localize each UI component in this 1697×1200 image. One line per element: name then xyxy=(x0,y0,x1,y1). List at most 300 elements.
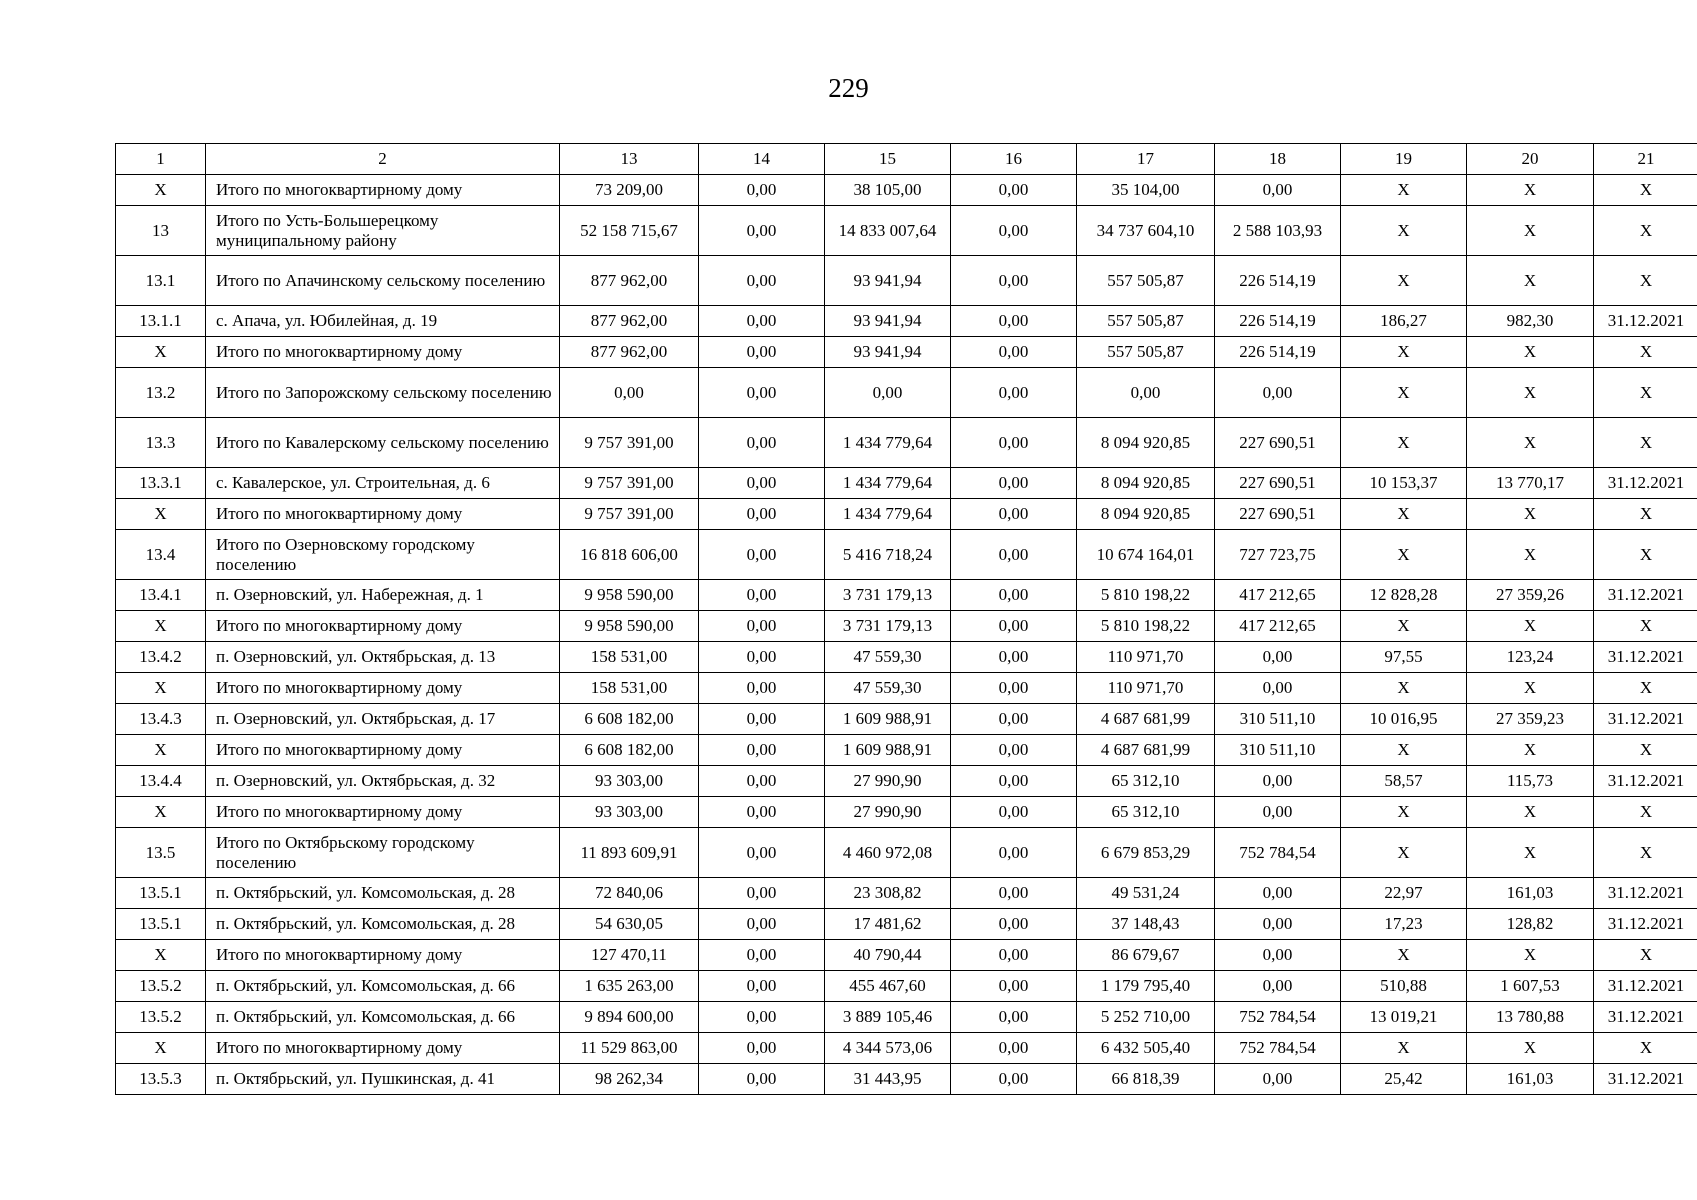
table-cell-col-8: 13 019,21 xyxy=(1341,1002,1467,1033)
table-cell-col-10: Х xyxy=(1594,499,1697,530)
table-cell-col-8: 22,97 xyxy=(1341,878,1467,909)
table-row xyxy=(116,971,1697,1002)
table-cell-col-8: Х xyxy=(1341,337,1467,368)
table-cell-col-0: 13.1.1 xyxy=(116,306,206,337)
table-cell-col-8: 58,57 xyxy=(1341,766,1467,797)
table-cell-col-1: Итого по многоквартирному дому xyxy=(206,673,560,704)
table-cell-col-2: 93 303,00 xyxy=(560,766,699,797)
table-cell-col-4: 14 833 007,64 xyxy=(825,206,951,256)
table-cell-col-8: Х xyxy=(1341,206,1467,256)
table-cell-col-1: п. Октябрьский, ул. Комсомольская, д. 28 xyxy=(206,878,560,909)
table-row xyxy=(116,306,1697,337)
table-cell-col-9: Х xyxy=(1467,418,1594,468)
table-cell-col-3: 0,00 xyxy=(699,766,825,797)
table-cell-col-2: 52 158 715,67 xyxy=(560,206,699,256)
table-cell-col-10: 31.12.2021 xyxy=(1594,971,1697,1002)
table-cell-col-9: 123,24 xyxy=(1467,642,1594,673)
table-cell-col-6: 8 094 920,85 xyxy=(1077,468,1215,499)
table-cell-col-2: 9 958 590,00 xyxy=(560,580,699,611)
table-cell-col-6: 65 312,10 xyxy=(1077,766,1215,797)
table-row xyxy=(116,940,1697,971)
table-cell-col-9: 13 780,88 xyxy=(1467,1002,1594,1033)
column-header-0: 1 xyxy=(116,144,206,175)
table-cell-col-3: 0,00 xyxy=(699,940,825,971)
table-cell-col-4: 1 609 988,91 xyxy=(825,735,951,766)
table-cell-col-9: Х xyxy=(1467,940,1594,971)
table-cell-col-10: Х xyxy=(1594,1033,1697,1064)
table-cell-col-6: 557 505,87 xyxy=(1077,256,1215,306)
table-cell-col-6: 5 810 198,22 xyxy=(1077,611,1215,642)
table-cell-col-5: 0,00 xyxy=(951,704,1077,735)
table-cell-col-7: 752 784,54 xyxy=(1215,828,1341,878)
table-cell-col-2: 6 608 182,00 xyxy=(560,735,699,766)
table-cell-col-10: Х xyxy=(1594,418,1697,468)
column-header-2: 13 xyxy=(560,144,699,175)
table-cell-col-0: 13.4.1 xyxy=(116,580,206,611)
table-cell-col-0: 13.5.2 xyxy=(116,971,206,1002)
table-body xyxy=(116,144,1697,1095)
table-cell-col-5: 0,00 xyxy=(951,673,1077,704)
table-cell-col-9: Х xyxy=(1467,175,1594,206)
table-cell-col-8: Х xyxy=(1341,673,1467,704)
table-cell-col-2: 0,00 xyxy=(560,368,699,418)
table-cell-col-10: Х xyxy=(1594,797,1697,828)
table-cell-col-10: 31.12.2021 xyxy=(1594,1002,1697,1033)
table-cell-col-6: 6 679 853,29 xyxy=(1077,828,1215,878)
table-cell-col-10: Х xyxy=(1594,337,1697,368)
table-cell-col-4: 0,00 xyxy=(825,368,951,418)
table-cell-col-4: 1 609 988,91 xyxy=(825,704,951,735)
table-row xyxy=(116,368,1697,418)
table-row xyxy=(116,909,1697,940)
table-cell-col-1: п. Октябрьский, ул. Комсомольская, д. 28 xyxy=(206,909,560,940)
table-cell-col-7: 0,00 xyxy=(1215,175,1341,206)
table-cell-col-1: Итого по многоквартирному дому xyxy=(206,735,560,766)
table-cell-col-9: Х xyxy=(1467,337,1594,368)
table-cell-col-2: 127 470,11 xyxy=(560,940,699,971)
table-cell-col-5: 0,00 xyxy=(951,530,1077,580)
table-cell-col-9: Х xyxy=(1467,797,1594,828)
table-cell-col-0: 13.5.1 xyxy=(116,878,206,909)
table-cell-col-9: 1 607,53 xyxy=(1467,971,1594,1002)
table-cell-col-10: 31.12.2021 xyxy=(1594,766,1697,797)
table-row xyxy=(116,530,1697,580)
table-cell-col-3: 0,00 xyxy=(699,1033,825,1064)
table-cell-col-6: 34 737 604,10 xyxy=(1077,206,1215,256)
table-cell-col-7: 0,00 xyxy=(1215,878,1341,909)
table-cell-col-7: 227 690,51 xyxy=(1215,418,1341,468)
table-cell-col-7: 226 514,19 xyxy=(1215,306,1341,337)
table-cell-col-6: 557 505,87 xyxy=(1077,337,1215,368)
table-cell-col-1: Итого по Кавалерскому сельскому поселению xyxy=(206,418,560,468)
table-cell-col-7: 0,00 xyxy=(1215,368,1341,418)
table-cell-col-2: 9 894 600,00 xyxy=(560,1002,699,1033)
table-cell-col-8: Х xyxy=(1341,1033,1467,1064)
table-row xyxy=(116,673,1697,704)
table-cell-col-0: 13.4.4 xyxy=(116,766,206,797)
table-cell-col-0: 13.5.3 xyxy=(116,1064,206,1095)
table-cell-col-1: п. Октябрьский, ул. Пушкинская, д. 41 xyxy=(206,1064,560,1095)
table-cell-col-7: 0,00 xyxy=(1215,1064,1341,1095)
table-cell-col-4: 27 990,90 xyxy=(825,797,951,828)
table-row xyxy=(116,468,1697,499)
table-cell-col-3: 0,00 xyxy=(699,175,825,206)
column-header-6: 17 xyxy=(1077,144,1215,175)
table-cell-col-5: 0,00 xyxy=(951,940,1077,971)
table-cell-col-8: 510,88 xyxy=(1341,971,1467,1002)
table-cell-col-9: 161,03 xyxy=(1467,878,1594,909)
table-cell-col-0: 13.4 xyxy=(116,530,206,580)
table-cell-col-5: 0,00 xyxy=(951,499,1077,530)
column-header-4: 15 xyxy=(825,144,951,175)
table-cell-col-5: 0,00 xyxy=(951,971,1077,1002)
table-cell-col-6: 6 432 505,40 xyxy=(1077,1033,1215,1064)
table-cell-col-9: Х xyxy=(1467,530,1594,580)
table-cell-col-5: 0,00 xyxy=(951,766,1077,797)
table-row xyxy=(116,766,1697,797)
table-cell-col-10: Х xyxy=(1594,828,1697,878)
table-cell-col-3: 0,00 xyxy=(699,611,825,642)
table-cell-col-0: Х xyxy=(116,735,206,766)
table-cell-col-4: 4 460 972,08 xyxy=(825,828,951,878)
table-row xyxy=(116,642,1697,673)
table-cell-col-1: с. Кавалерское, ул. Строительная, д. 6 xyxy=(206,468,560,499)
table-cell-col-1: п. Озерновский, ул. Октябрьская, д. 32 xyxy=(206,766,560,797)
table-cell-col-1: Итого по Апачинскому сельскому поселению xyxy=(206,256,560,306)
table-row xyxy=(116,1064,1697,1095)
table-cell-col-3: 0,00 xyxy=(699,797,825,828)
table-cell-col-0: Х xyxy=(116,940,206,971)
table-cell-col-9: 128,82 xyxy=(1467,909,1594,940)
table-cell-col-10: 31.12.2021 xyxy=(1594,878,1697,909)
table-cell-col-4: 1 434 779,64 xyxy=(825,468,951,499)
table-cell-col-6: 10 674 164,01 xyxy=(1077,530,1215,580)
table-row xyxy=(116,797,1697,828)
column-header-10: 21 xyxy=(1594,144,1697,175)
table-cell-col-0: 13.3 xyxy=(116,418,206,468)
table-cell-col-0: Х xyxy=(116,673,206,704)
table-cell-col-0: 13.5.2 xyxy=(116,1002,206,1033)
table-cell-col-7: 226 514,19 xyxy=(1215,256,1341,306)
table-cell-col-4: 47 559,30 xyxy=(825,642,951,673)
table-cell-col-8: Х xyxy=(1341,175,1467,206)
table-cell-col-3: 0,00 xyxy=(699,909,825,940)
table-cell-col-1: Итого по многоквартирному дому xyxy=(206,175,560,206)
table-cell-col-9: Х xyxy=(1467,611,1594,642)
table-cell-col-7: 0,00 xyxy=(1215,797,1341,828)
table-cell-col-8: Х xyxy=(1341,368,1467,418)
table-cell-col-10: 31.12.2021 xyxy=(1594,909,1697,940)
table-cell-col-8: 97,55 xyxy=(1341,642,1467,673)
table-row xyxy=(116,337,1697,368)
table-header-row xyxy=(116,144,1697,175)
table-cell-col-4: 3 731 179,13 xyxy=(825,580,951,611)
table-cell-col-7: 0,00 xyxy=(1215,642,1341,673)
table-cell-col-2: 877 962,00 xyxy=(560,337,699,368)
table-cell-col-2: 158 531,00 xyxy=(560,642,699,673)
table-cell-col-7: 310 511,10 xyxy=(1215,735,1341,766)
table-cell-col-7: 226 514,19 xyxy=(1215,337,1341,368)
table-cell-col-2: 54 630,05 xyxy=(560,909,699,940)
table-cell-col-0: 13.4.3 xyxy=(116,704,206,735)
table-cell-col-8: 186,27 xyxy=(1341,306,1467,337)
table-row xyxy=(116,878,1697,909)
table-cell-col-3: 0,00 xyxy=(699,971,825,1002)
table-cell-col-5: 0,00 xyxy=(951,735,1077,766)
table-cell-col-10: 31.12.2021 xyxy=(1594,642,1697,673)
table-cell-col-4: 3 889 105,46 xyxy=(825,1002,951,1033)
table-cell-col-1: Итого по Октябрьскому городскому поселению xyxy=(206,828,560,878)
table-cell-col-5: 0,00 xyxy=(951,797,1077,828)
table-cell-col-9: 115,73 xyxy=(1467,766,1594,797)
table-row xyxy=(116,828,1697,878)
table-cell-col-8: 25,42 xyxy=(1341,1064,1467,1095)
table-cell-col-0: Х xyxy=(116,1033,206,1064)
table-cell-col-3: 0,00 xyxy=(699,735,825,766)
table-cell-col-9: 161,03 xyxy=(1467,1064,1594,1095)
table-cell-col-5: 0,00 xyxy=(951,1002,1077,1033)
table-cell-col-9: 982,30 xyxy=(1467,306,1594,337)
column-header-7: 18 xyxy=(1215,144,1341,175)
table-row xyxy=(116,735,1697,766)
table-cell-col-3: 0,00 xyxy=(699,1002,825,1033)
table-cell-col-1: Итого по многоквартирному дому xyxy=(206,940,560,971)
table-cell-col-3: 0,00 xyxy=(699,468,825,499)
table-cell-col-6: 8 094 920,85 xyxy=(1077,418,1215,468)
table-cell-col-4: 1 434 779,64 xyxy=(825,418,951,468)
table-cell-col-3: 0,00 xyxy=(699,337,825,368)
column-header-8: 19 xyxy=(1341,144,1467,175)
table-cell-col-5: 0,00 xyxy=(951,418,1077,468)
table-row xyxy=(116,580,1697,611)
table-cell-col-3: 0,00 xyxy=(699,499,825,530)
table-cell-col-2: 11 529 863,00 xyxy=(560,1033,699,1064)
table-cell-col-7: 310 511,10 xyxy=(1215,704,1341,735)
table-cell-col-1: Итого по многоквартирному дому xyxy=(206,337,560,368)
table-cell-col-1: Итого по Запорожскому сельскому поселению xyxy=(206,368,560,418)
table-cell-col-8: 17,23 xyxy=(1341,909,1467,940)
table-cell-col-9: Х xyxy=(1467,673,1594,704)
table-cell-col-8: Х xyxy=(1341,256,1467,306)
table-cell-col-0: Х xyxy=(116,175,206,206)
table-cell-col-3: 0,00 xyxy=(699,580,825,611)
table-cell-col-4: 27 990,90 xyxy=(825,766,951,797)
table-cell-col-8: Х xyxy=(1341,530,1467,580)
table-cell-col-8: Х xyxy=(1341,735,1467,766)
table-cell-col-6: 8 094 920,85 xyxy=(1077,499,1215,530)
table-row xyxy=(116,206,1697,256)
table-row xyxy=(116,704,1697,735)
table-cell-col-6: 1 179 795,40 xyxy=(1077,971,1215,1002)
table-cell-col-5: 0,00 xyxy=(951,828,1077,878)
table-cell-col-3: 0,00 xyxy=(699,206,825,256)
table-cell-col-2: 98 262,34 xyxy=(560,1064,699,1095)
page-number: 229 xyxy=(828,73,869,103)
table-cell-col-1: п. Октябрьский, ул. Комсомольская, д. 66 xyxy=(206,971,560,1002)
table-cell-col-0: 13 xyxy=(116,206,206,256)
table-cell-col-9: 27 359,23 xyxy=(1467,704,1594,735)
table-cell-col-8: Х xyxy=(1341,611,1467,642)
table-cell-col-2: 16 818 606,00 xyxy=(560,530,699,580)
table-cell-col-6: 0,00 xyxy=(1077,368,1215,418)
table-cell-col-5: 0,00 xyxy=(951,580,1077,611)
table-cell-col-4: 38 105,00 xyxy=(825,175,951,206)
table-cell-col-10: 31.12.2021 xyxy=(1594,1064,1697,1095)
table-cell-col-4: 455 467,60 xyxy=(825,971,951,1002)
table-cell-col-1: Итого по многоквартирному дому xyxy=(206,611,560,642)
table-cell-col-1: п. Октябрьский, ул. Комсомольская, д. 66 xyxy=(206,1002,560,1033)
table-cell-col-6: 37 148,43 xyxy=(1077,909,1215,940)
table-cell-col-10: 31.12.2021 xyxy=(1594,306,1697,337)
table-cell-col-7: 417 212,65 xyxy=(1215,611,1341,642)
table-cell-col-2: 93 303,00 xyxy=(560,797,699,828)
table-cell-col-6: 35 104,00 xyxy=(1077,175,1215,206)
table-row xyxy=(116,1033,1697,1064)
table-row xyxy=(116,418,1697,468)
table-cell-col-10: Х xyxy=(1594,940,1697,971)
table-cell-col-10: 31.12.2021 xyxy=(1594,468,1697,499)
table-cell-col-9: Х xyxy=(1467,499,1594,530)
table-cell-col-1: Итого по Озерновскому городскому поселению xyxy=(206,530,560,580)
table-cell-col-6: 110 971,70 xyxy=(1077,642,1215,673)
table-cell-col-5: 0,00 xyxy=(951,256,1077,306)
table-cell-col-2: 9 757 391,00 xyxy=(560,468,699,499)
table-cell-col-7: 0,00 xyxy=(1215,673,1341,704)
table-cell-col-4: 23 308,82 xyxy=(825,878,951,909)
table-cell-col-1: п. Озерновский, ул. Октябрьская, д. 13 xyxy=(206,642,560,673)
table-cell-col-5: 0,00 xyxy=(951,337,1077,368)
table-row xyxy=(116,499,1697,530)
column-header-9: 20 xyxy=(1467,144,1594,175)
table-cell-col-2: 877 962,00 xyxy=(560,256,699,306)
table-cell-col-0: Х xyxy=(116,797,206,828)
table-cell-col-1: Итого по многоквартирному дому xyxy=(206,1033,560,1064)
table-cell-col-8: Х xyxy=(1341,418,1467,468)
table-cell-col-10: 31.12.2021 xyxy=(1594,704,1697,735)
table-cell-col-3: 0,00 xyxy=(699,642,825,673)
table-cell-col-6: 66 818,39 xyxy=(1077,1064,1215,1095)
table-row xyxy=(116,1002,1697,1033)
table-cell-col-5: 0,00 xyxy=(951,175,1077,206)
table-cell-col-4: 93 941,94 xyxy=(825,256,951,306)
table-cell-col-6: 65 312,10 xyxy=(1077,797,1215,828)
table-cell-col-4: 17 481,62 xyxy=(825,909,951,940)
table-cell-col-3: 0,00 xyxy=(699,704,825,735)
table-cell-col-2: 9 757 391,00 xyxy=(560,499,699,530)
table-cell-col-6: 557 505,87 xyxy=(1077,306,1215,337)
table-cell-col-10: Х xyxy=(1594,206,1697,256)
table-cell-col-7: 0,00 xyxy=(1215,940,1341,971)
column-header-3: 14 xyxy=(699,144,825,175)
column-header-5: 16 xyxy=(951,144,1077,175)
table-cell-col-7: 2 588 103,93 xyxy=(1215,206,1341,256)
table-cell-col-1: Итого по многоквартирному дому xyxy=(206,797,560,828)
table-cell-col-4: 93 941,94 xyxy=(825,337,951,368)
table-cell-col-1: п. Озерновский, ул. Набережная, д. 1 xyxy=(206,580,560,611)
table-cell-col-9: Х xyxy=(1467,828,1594,878)
table-cell-col-0: 13.2 xyxy=(116,368,206,418)
table-cell-col-2: 11 893 609,91 xyxy=(560,828,699,878)
table-cell-col-8: 10 153,37 xyxy=(1341,468,1467,499)
table-cell-col-10: Х xyxy=(1594,611,1697,642)
table-cell-col-2: 6 608 182,00 xyxy=(560,704,699,735)
column-header-1: 2 xyxy=(206,144,560,175)
table-cell-col-3: 0,00 xyxy=(699,418,825,468)
table-cell-col-2: 9 757 391,00 xyxy=(560,418,699,468)
table-cell-col-2: 73 209,00 xyxy=(560,175,699,206)
table-cell-col-5: 0,00 xyxy=(951,206,1077,256)
table-cell-col-3: 0,00 xyxy=(699,368,825,418)
table-cell-col-4: 93 941,94 xyxy=(825,306,951,337)
table-cell-col-9: Х xyxy=(1467,735,1594,766)
table-cell-col-3: 0,00 xyxy=(699,828,825,878)
table-cell-col-8: Х xyxy=(1341,797,1467,828)
table-cell-col-3: 0,00 xyxy=(699,530,825,580)
table-cell-col-10: 31.12.2021 xyxy=(1594,580,1697,611)
table-row xyxy=(116,256,1697,306)
table-cell-col-0: 13.5.1 xyxy=(116,909,206,940)
data-table xyxy=(115,143,1697,1095)
table-cell-col-5: 0,00 xyxy=(951,909,1077,940)
table-cell-col-1: Итого по многоквартирному дому xyxy=(206,499,560,530)
table-cell-col-4: 4 344 573,06 xyxy=(825,1033,951,1064)
table-cell-col-10: Х xyxy=(1594,368,1697,418)
table-cell-col-4: 40 790,44 xyxy=(825,940,951,971)
table-cell-col-6: 4 687 681,99 xyxy=(1077,704,1215,735)
table-cell-col-2: 877 962,00 xyxy=(560,306,699,337)
table-cell-col-7: 227 690,51 xyxy=(1215,499,1341,530)
table-cell-col-8: Х xyxy=(1341,940,1467,971)
table-cell-col-3: 0,00 xyxy=(699,673,825,704)
table-cell-col-7: 227 690,51 xyxy=(1215,468,1341,499)
table-cell-col-7: 0,00 xyxy=(1215,971,1341,1002)
table-cell-col-1: п. Озерновский, ул. Октябрьская, д. 17 xyxy=(206,704,560,735)
table-cell-col-5: 0,00 xyxy=(951,1064,1077,1095)
table-cell-col-3: 0,00 xyxy=(699,306,825,337)
table-cell-col-3: 0,00 xyxy=(699,256,825,306)
table-cell-col-0: Х xyxy=(116,337,206,368)
table-cell-col-5: 0,00 xyxy=(951,611,1077,642)
table-cell-col-4: 31 443,95 xyxy=(825,1064,951,1095)
table-cell-col-8: 12 828,28 xyxy=(1341,580,1467,611)
table-cell-col-9: 13 770,17 xyxy=(1467,468,1594,499)
table-cell-col-2: 1 635 263,00 xyxy=(560,971,699,1002)
table-cell-col-2: 158 531,00 xyxy=(560,673,699,704)
table-cell-col-0: 13.1 xyxy=(116,256,206,306)
table-cell-col-0: 13.5 xyxy=(116,828,206,878)
table-row xyxy=(116,175,1697,206)
table-cell-col-6: 5 252 710,00 xyxy=(1077,1002,1215,1033)
table-cell-col-7: 417 212,65 xyxy=(1215,580,1341,611)
table-cell-col-6: 4 687 681,99 xyxy=(1077,735,1215,766)
table-cell-col-8: Х xyxy=(1341,499,1467,530)
table-cell-col-3: 0,00 xyxy=(699,1064,825,1095)
table-cell-col-9: Х xyxy=(1467,1033,1594,1064)
table-row xyxy=(116,611,1697,642)
table-cell-col-5: 0,00 xyxy=(951,878,1077,909)
table-cell-col-7: 752 784,54 xyxy=(1215,1033,1341,1064)
table-cell-col-5: 0,00 xyxy=(951,306,1077,337)
table-cell-col-7: 0,00 xyxy=(1215,766,1341,797)
table-cell-col-6: 86 679,67 xyxy=(1077,940,1215,971)
table-cell-col-1: Итого по Усть-Большерецкому муниципальному району xyxy=(206,206,560,256)
table-cell-col-5: 0,00 xyxy=(951,468,1077,499)
table-cell-col-2: 9 958 590,00 xyxy=(560,611,699,642)
table-cell-col-8: 10 016,95 xyxy=(1341,704,1467,735)
table-cell-col-2: 72 840,06 xyxy=(560,878,699,909)
table-cell-col-4: 47 559,30 xyxy=(825,673,951,704)
table-cell-col-0: Х xyxy=(116,611,206,642)
